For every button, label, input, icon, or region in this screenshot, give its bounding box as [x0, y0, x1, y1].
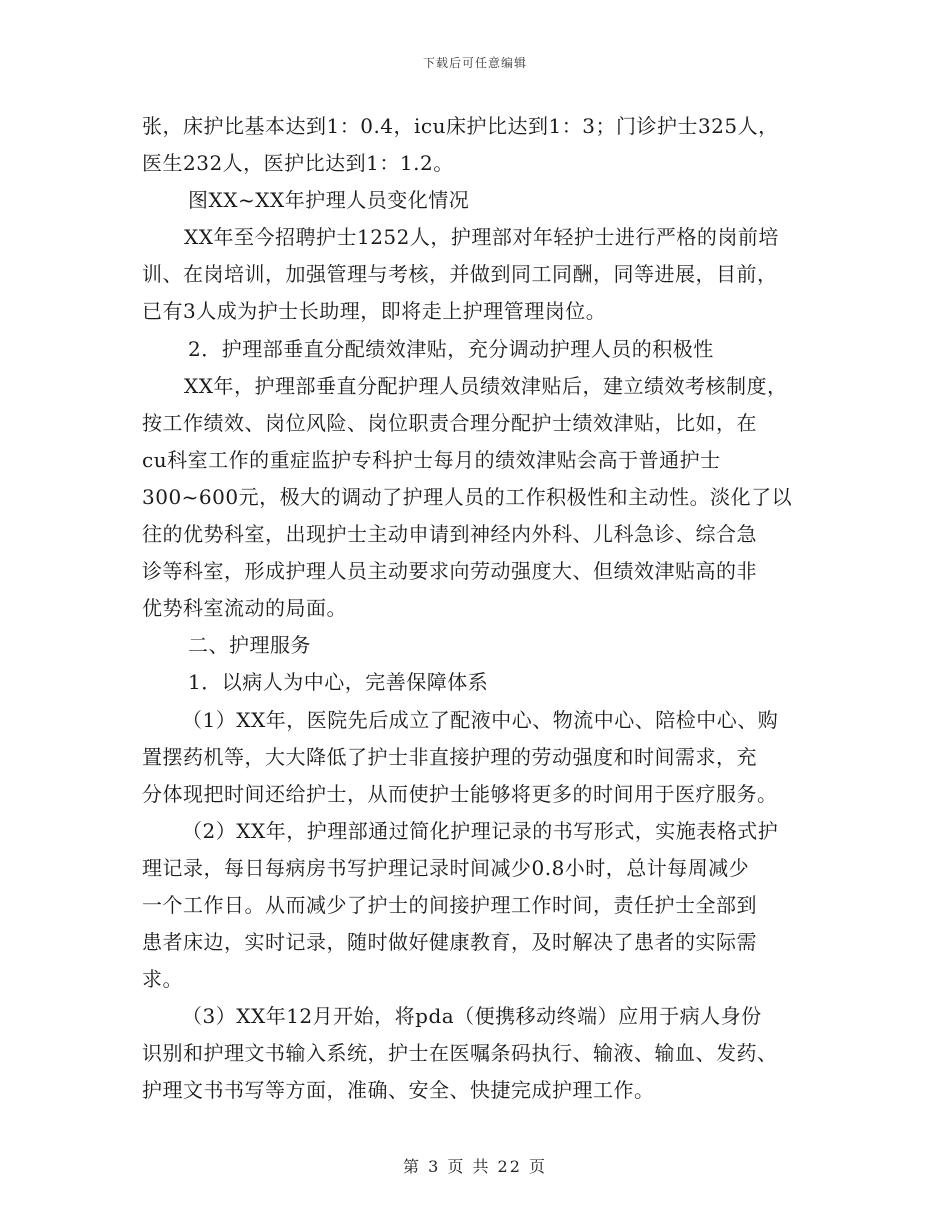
text-line: 训、在岗培训，加强管理与考核，并做到同工同酬，同等进展，目前，: [142, 262, 778, 287]
text-line: 往的优势科室，出现护士主动申请到神经内外科、儿科急诊、综合急: [142, 522, 757, 547]
document-body: [142, 108, 810, 1110]
text-line: 1．以病人为中心，完善保障体系: [188, 670, 489, 695]
text-line: 置摆药机等，大大降低了护士非直接护理的劳动强度和时间需求，充: [142, 744, 757, 769]
text-line: 已有3人成为护士长助理，即将走上护理管理岗位。: [142, 299, 607, 324]
text-line: 识别和护理文书输入系统，护士在医嘱条码执行、输液、输血、发药、: [142, 1041, 778, 1066]
text-line: 分体现把时间还给护士，从而使护士能够将更多的时间用于医疗服务。: [142, 781, 778, 806]
text-line: 2．护理部垂直分配绩效津贴，充分调动护理人员的积极性: [188, 336, 714, 361]
text-line: XX年，护理部垂直分配护理人员绩效津贴后，建立绩效考核制度，: [184, 373, 788, 398]
text-line: 理记录，每日每病房书写护理记录时间减少0.8小时，总计每周减少: [142, 855, 750, 880]
text-line: 患者床边，实时记录，随时做好健康教育，及时解决了患者的实际需: [142, 930, 757, 955]
text-line: 按工作绩效、岗位风险、岗位职责合理分配护士绩效津贴，比如，在: [142, 410, 757, 435]
text-line: 300~600元，极大的调动了护理人员的工作积极性和主动性。淡化了以: [142, 484, 793, 509]
text-line: 二、护理服务: [188, 633, 311, 658]
text-line: （3）XX年12月开始，将pda（便携移动终端）应用于病人身份: [182, 1004, 762, 1029]
text-line: cu科室工作的重症监护专科护士每月的绩效津贴会高于普通护士: [142, 447, 721, 472]
text-line: 张，床护比基本达到1：0.4，icu床护比达到1：3；门诊护士325人，: [142, 114, 779, 138]
page-header: 下载后可任意编辑: [422, 56, 527, 70]
text-line: 诊等科室，形成护理人员主动要求向劳动强度大、但绩效津贴高的非: [142, 559, 757, 584]
text-line: 求。: [142, 967, 183, 992]
text-line: 护理文书书写等方面，准确、安全、快捷完成护理工作。: [142, 1078, 655, 1103]
page-footer: 第 3 页 共 22 页: [403, 1157, 547, 1176]
text-line: 医生232人，医护比达到1：1.2。: [142, 151, 454, 176]
text-line: 优势科室流动的局面。: [142, 596, 347, 621]
text-line: 图XX~XX年护理人员变化情况: [188, 188, 470, 213]
text-line: （2）XX年，护理部通过简化护理记录的书写形式，实施表格式护: [182, 818, 779, 843]
text-line: XX年至今招聘护士1252人，护理部对年轻护士进行严格的岗前培: [184, 225, 779, 250]
text-line: 一个工作日。从而减少了护士的间接护理工作时间，责任护士全部到: [142, 892, 757, 917]
text-line: （1）XX年，医院先后成立了配液中心、物流中心、陪检中心、购: [182, 707, 779, 732]
